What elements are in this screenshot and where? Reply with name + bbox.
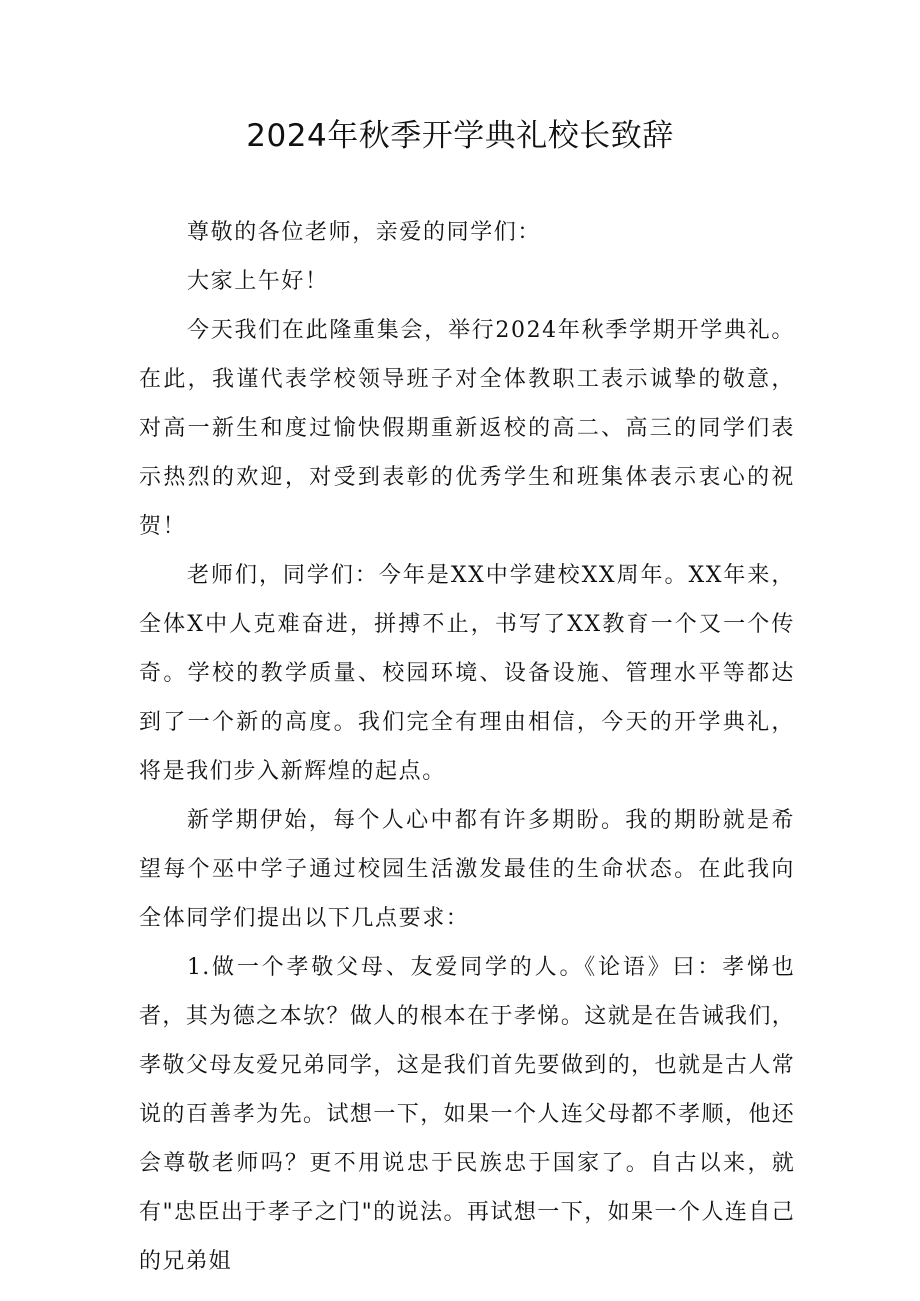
- greeting: 大家上午好！: [187, 269, 329, 294]
- document-title: 2024年秋季开学典礼校长致辞: [246, 118, 674, 154]
- paragraph-anniversary: 老师们，同学们：今年是XX中学建校XX周年。XX年来，全体X中人克难奋进，拼搏不止，书写了XX教育一个又一个传奇。学校的教学质量、校园环境、设备设施、管理水平等都达到了一个新的高度。我们完全有理由相信，今天的开学典礼，将是我们步入新辉煌的起点。: [139, 563, 795, 784]
- paragraph-expectations: 新学期伊始，每个人心中都有许多期盼。我的期盼就是希望每个巫中学子通过校园生活激发最佳的生命状态。在此我向全体同学们提出以下几点要求：: [139, 808, 795, 931]
- document-body: [139, 208, 795, 1286]
- paragraph-opening: 今天我们在此隆重集会，举行2024年秋季学期开学典礼。在此，我谨代表学校领导班子对全体教职工表示诚挚的敬意，对高一新生和度过愉快假期重新返校的高二、高三的同学们表示热烈的欢迎，对受到表彰的优秀学生和班集体表示衷心的祝贺！: [139, 318, 795, 539]
- salutation: 尊敬的各位老师，亲爱的同学们：: [187, 220, 542, 245]
- paragraph-requirement-1: 1.做一个孝敬父母、友爱同学的人。《论语》曰：孝悌也者，其为德之本欤？做人的根本在于孝悌。这就是在告诫我们，孝敬父母友爱兄弟同学，这是我们首先要做到的，也就是古人常说的百善孝为先。试想一下，如果一个人连父母都不孝顺，他还会尊敬老师吗？更不用说忠于民族忠于国家了。自古以来，就有"忠臣出于孝子之门"的说法。再试想一下，如果一个人连自己的兄弟姐: [139, 955, 795, 1274]
